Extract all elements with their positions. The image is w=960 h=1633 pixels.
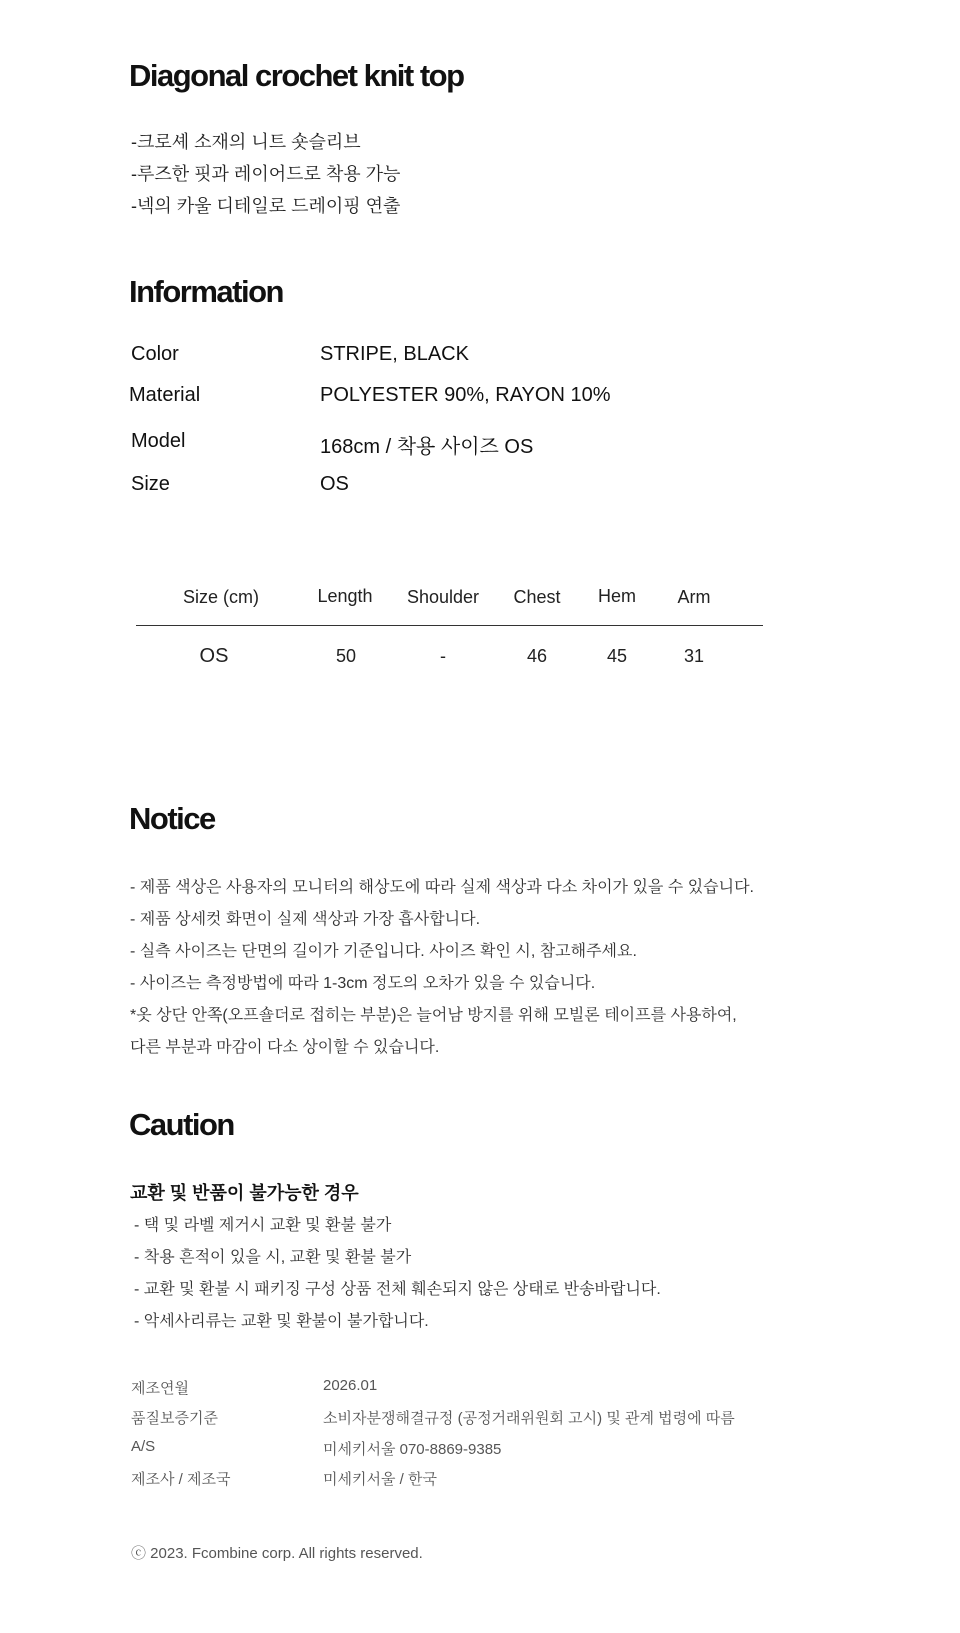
size-table-cell: 46: [526, 646, 548, 666]
notice-line: 다른 부분과 마감이 다소 상이할 수 있습니다.: [130, 1039, 440, 1056]
size-table-cell: 31: [683, 646, 705, 666]
size-table-header: Length: [317, 586, 373, 606]
copyright-text: ⓒ 2023. Fcombine corp. All rights reserved.: [131, 1545, 423, 1562]
product-title: Diagonal crochet knit top: [129, 58, 464, 93]
info-key-material: Material: [129, 384, 201, 406]
notice-line: - 실측 사이즈는 단면의 길이가 기준입니다. 사이즈 확인 시, 참고해주세요.: [130, 943, 637, 960]
info-key-size: Size: [131, 473, 170, 495]
info-key-model: Model: [131, 430, 186, 452]
size-table-cell: 45: [606, 646, 628, 666]
meta-value-manufacture-date: 2026.01: [323, 1377, 378, 1394]
meta-value-as: 미세키서울 070-8869-9385: [323, 1441, 502, 1458]
caution-line: - 교환 및 환불 시 패키징 구성 상품 전체 훼손되지 않은 상태로 반송바랍니다.: [134, 1281, 661, 1298]
caution-line: - 착용 흔적이 있을 시, 교환 및 환불 불가: [134, 1249, 412, 1266]
size-table-cell: 50: [335, 646, 357, 666]
description-line: -크로셰 소재의 니트 숏슬리브: [131, 132, 361, 152]
info-key-color: Color: [131, 343, 179, 365]
notice-line: - 사이즈는 측정방법에 따라 1-3cm 정도의 오차가 있을 수 있습니다.: [130, 975, 596, 992]
caution-subtitle: 교환 및 반품이 불가능한 경우: [130, 1183, 359, 1203]
meta-value-quality-standard: 소비자분쟁해결규정 (공정거래위원회 고시) 및 관계 법령에 따름: [323, 1410, 735, 1427]
info-value-size: OS: [320, 473, 349, 495]
meta-key-quality-standard: 품질보증기준: [131, 1410, 218, 1427]
notice-line: - 제품 색상은 사용자의 모니터의 해상도에 따라 실제 색상과 다소 차이가 있을 수 있습니다.: [130, 879, 754, 896]
description-line: -넥의 카울 디테일로 드레이핑 연출: [131, 196, 401, 216]
meta-key-manufacture-date: 제조연월: [131, 1380, 189, 1397]
meta-value-manufacturer: 미세키서울 / 한국: [323, 1471, 437, 1488]
size-table-header: Hem: [597, 586, 637, 606]
info-value-color: STRIPE, BLACK: [320, 343, 469, 365]
size-table-header: Chest: [513, 587, 561, 607]
size-table-cell: OS: [199, 645, 229, 667]
notice-title: Notice: [129, 801, 215, 836]
size-table-header: Arm: [677, 587, 711, 607]
size-table-header: Shoulder: [406, 587, 480, 607]
notice-line: *옷 상단 안쪽(오프숄더로 접히는 부분)은 늘어남 방지를 위해 모빌론 테이프를 사용하여,: [130, 1007, 737, 1024]
size-table-header: Size (cm): [183, 587, 259, 607]
info-value-material: POLYESTER 90%, RAYON 10%: [320, 384, 611, 406]
notice-line: - 제품 상세컷 화면이 실제 색상과 가장 흡사합니다.: [130, 911, 481, 928]
description-line: -루즈한 핏과 레이어드로 착용 가능: [131, 164, 401, 184]
meta-key-manufacturer: 제조사 / 제조국: [131, 1471, 231, 1488]
information-title: Information: [129, 274, 283, 309]
size-table-divider: [136, 625, 763, 626]
caution-line: - 택 및 라벨 제거시 교환 및 환불 불가: [134, 1217, 392, 1234]
caution-line: - 악세사리류는 교환 및 환불이 불가합니다.: [134, 1313, 429, 1330]
meta-key-as: A/S: [131, 1438, 156, 1455]
caution-title: Caution: [129, 1107, 234, 1142]
info-value-model: 168cm / 착용 사이즈 OS: [320, 436, 534, 458]
size-table-cell: -: [440, 646, 446, 666]
